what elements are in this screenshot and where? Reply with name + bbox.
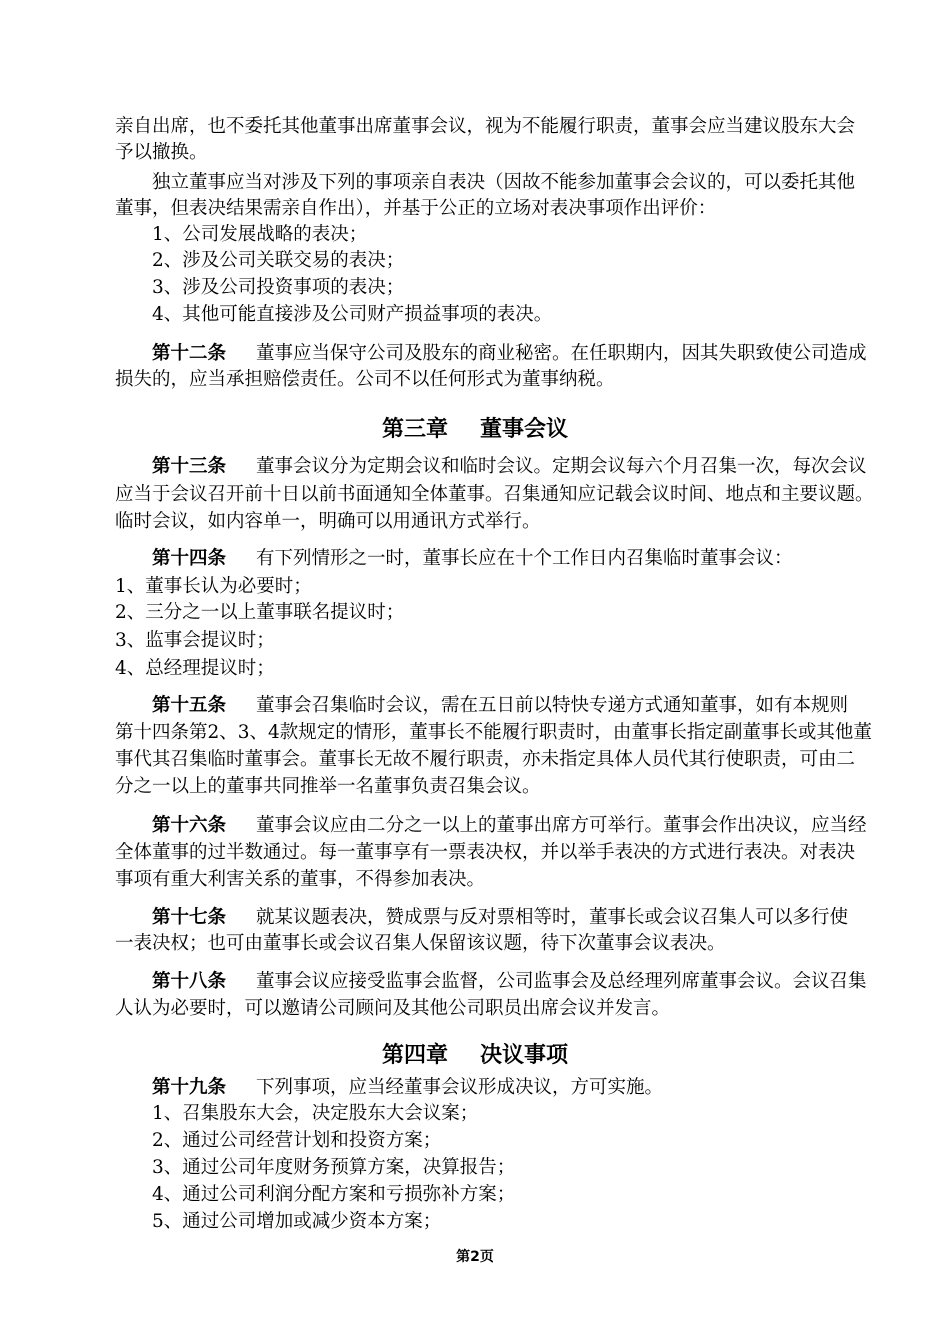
list-item: 1、公司发展战略的表决； [152, 224, 368, 245]
paragraph-line: 亲自出席，也不委托其他董事出席董事会议，视为不能履行职责，董事会应当建议股东大会 [115, 116, 856, 137]
list-item: 3、监事会提议时； [115, 630, 275, 651]
paragraph-text: 董事会召集临时会议，需在五日前以特快专递方式通知董事，如有本规则 [256, 695, 849, 716]
paragraph-line: 全体董事的过半数通过。每一董事享有一票表决权，并以举手表决的方式进行表决。对表决 [115, 842, 856, 863]
paragraph-text: 董事应当保守公司及股东的商业秘密。在任职期内，因其失职致使公司造成 [256, 343, 867, 364]
article-13 [152, 454, 867, 480]
list-item: 5、通过公司增加或减少资本方案； [152, 1211, 442, 1232]
article-title: 第十三条 [152, 456, 227, 477]
paragraph-line: 应当于会议召开前十日以前书面通知全体董事。召集通知应记载会议时间、地点和主要议题。 [115, 484, 874, 505]
paragraph-line: 董事，但表决结果需亲自作出），并基于公正的立场对表决事项作出评价： [115, 198, 717, 219]
chapter-heading-4 [0, 1040, 950, 1070]
article-title: 第十二条 [152, 343, 227, 364]
article-15 [152, 693, 848, 719]
paragraph-text: 有下列情形之一时，董事长应在十个工作日内召集临时董事会议： [256, 548, 793, 569]
chapter-heading-3 [0, 414, 950, 444]
article-title: 第十四条 [152, 548, 227, 569]
paragraph-line: 损失的，应当承担赔偿责任。公司不以任何形式为董事纳税。 [115, 369, 615, 390]
paragraph-line: 分之一以上的董事共同推举一名董事负责召集会议。 [115, 776, 541, 797]
paragraph-line: 独立董事应当对涉及下列的事项亲自表决（因故不能参加董事会会议的，可以委托其他 [152, 172, 856, 193]
article-16 [152, 813, 867, 839]
article-title: 第十七条 [152, 907, 227, 928]
article-title: 第十五条 [152, 695, 227, 716]
article-14 [152, 546, 793, 572]
chapter-name: 决议事项 [480, 1042, 569, 1068]
paragraph-line: 人认为必要时，可以邀请公司顾问及其他公司职员出席会议并发言。 [115, 998, 671, 1019]
paragraph-line: 第十四条第2、3、4款规定的情形，董事长不能履行职责时，由董事长指定副董事长或其他董 [115, 722, 872, 743]
list-item: 1、董事长认为必要时； [115, 576, 312, 597]
article-17 [152, 905, 848, 931]
paragraph-line: 临时会议，如内容单一，明确可以用通讯方式举行。 [115, 511, 541, 532]
paragraph-text: 董事会议分为定期会议和临时会议。定期会议每六个月召集一次，每次会议 [256, 456, 867, 477]
page-number: 第2页 [456, 1249, 494, 1265]
paragraph-text: 董事会议应接受监事会监督，公司监事会及总经理列席董事会议。会议召集 [256, 971, 867, 992]
chapter-number: 第三章 [381, 416, 448, 442]
list-item: 4、其他可能直接涉及公司财产损益事项的表决。 [152, 304, 553, 325]
paragraph-line: 予以撤换。 [115, 142, 208, 163]
paragraph-line: 一表决权；也可由董事长或会议召集人保留该议题，待下次董事会议表决。 [115, 933, 726, 954]
article-19 [152, 1075, 663, 1101]
paragraph-line: 事代其召集临时董事会。董事长无故不履行职责，亦未指定具体人员代其行使职责，可由二 [115, 749, 856, 770]
chapter-number: 第四章 [381, 1042, 448, 1068]
list-item: 2、通过公司经营计划和投资方案； [152, 1130, 442, 1151]
article-12 [152, 341, 867, 367]
paragraph-text: 就某议题表决，赞成票与反对票相等时，董事长或会议召集人可以多行使 [256, 907, 849, 928]
chapter-name: 董事会议 [480, 416, 569, 442]
list-item: 3、通过公司年度财务预算方案，决算报告； [152, 1157, 516, 1178]
article-title: 第十六条 [152, 815, 227, 836]
list-item: 3、涉及公司投资事项的表决； [152, 277, 405, 298]
list-item: 4、总经理提议时； [115, 658, 275, 679]
paragraph-line: 事项有重大利害关系的董事，不得参加表决。 [115, 869, 486, 890]
article-title: 第十八条 [152, 971, 227, 992]
list-item: 2、涉及公司关联交易的表决； [152, 250, 405, 271]
list-item: 4、通过公司利润分配方案和亏损弥补方案； [152, 1184, 516, 1205]
paragraph-text: 下列事项，应当经董事会议形成决议，方可实施。 [256, 1077, 664, 1098]
list-item: 1、召集股东大会，决定股东大会议案； [152, 1103, 479, 1124]
list-item: 2、三分之一以上董事联名提议时； [115, 602, 405, 623]
paragraph-text: 董事会议应由二分之一以上的董事出席方可举行。董事会作出决议，应当经 [256, 815, 867, 836]
article-title: 第十九条 [152, 1077, 227, 1098]
article-18 [152, 969, 867, 995]
